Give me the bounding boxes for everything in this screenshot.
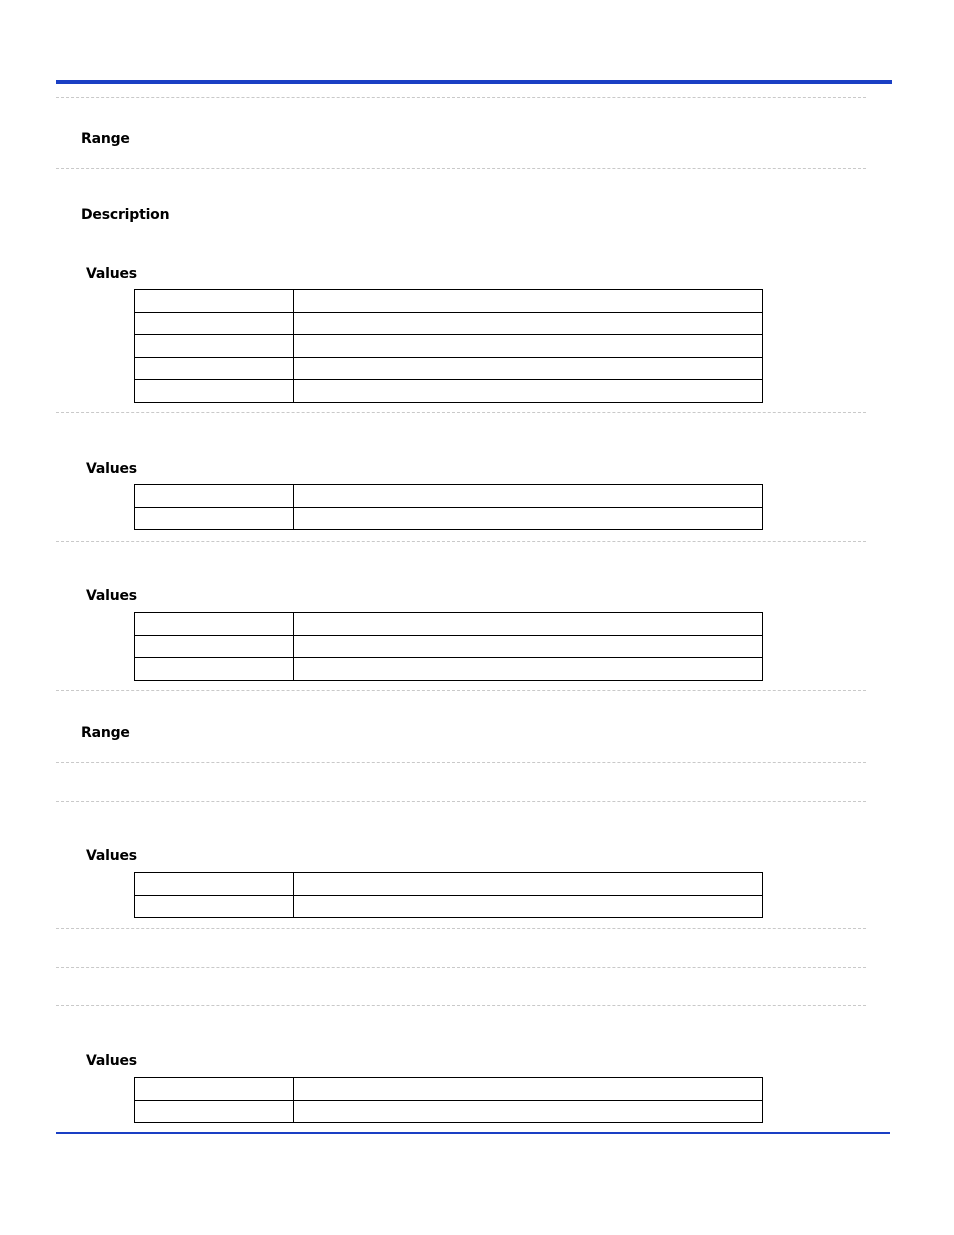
table-cell — [135, 635, 294, 658]
table-row — [135, 335, 763, 358]
table-cell — [294, 357, 763, 380]
table-cell — [294, 613, 763, 636]
table-cell — [294, 895, 763, 918]
table-cell — [135, 312, 294, 335]
table-cell — [135, 658, 294, 681]
section-divider — [56, 928, 866, 929]
section-divider — [56, 541, 866, 542]
values-heading: Values — [86, 266, 137, 282]
table-cell — [135, 895, 294, 918]
table-cell — [135, 1100, 294, 1123]
table-cell — [294, 485, 763, 508]
header-rule — [56, 80, 892, 84]
table-cell — [135, 290, 294, 313]
table-cell — [294, 290, 763, 313]
description-heading: Description — [81, 207, 170, 223]
table-cell — [294, 507, 763, 530]
table-cell — [294, 1078, 763, 1101]
table-cell — [294, 312, 763, 335]
table-row — [135, 290, 763, 313]
table-row — [135, 380, 763, 403]
table-cell — [294, 658, 763, 681]
values-table — [134, 484, 763, 530]
section-divider — [56, 412, 866, 413]
table-row — [135, 635, 763, 658]
section-divider — [56, 762, 866, 763]
table-row — [135, 507, 763, 530]
values-heading: Values — [86, 588, 137, 604]
range-heading: Range — [81, 725, 130, 741]
section-divider — [56, 690, 866, 691]
table-cell — [135, 485, 294, 508]
table-cell — [294, 380, 763, 403]
table-cell — [135, 335, 294, 358]
values-heading: Values — [86, 1053, 137, 1069]
table-cell — [294, 635, 763, 658]
section-divider — [56, 168, 866, 169]
table-row — [135, 357, 763, 380]
table-cell — [135, 380, 294, 403]
table-cell — [294, 1100, 763, 1123]
table-cell — [135, 873, 294, 896]
table-row — [135, 873, 763, 896]
values-table — [134, 289, 763, 403]
values-table — [134, 1077, 763, 1123]
table-row — [135, 658, 763, 681]
table-row — [135, 613, 763, 636]
table-cell — [135, 1078, 294, 1101]
table-row — [135, 485, 763, 508]
values-table — [134, 872, 763, 918]
values-table — [134, 612, 763, 681]
footer-rule — [56, 1132, 890, 1134]
table-row — [135, 895, 763, 918]
table-cell — [294, 873, 763, 896]
values-heading: Values — [86, 461, 137, 477]
range-heading: Range — [81, 131, 130, 147]
section-divider — [56, 801, 866, 802]
section-divider — [56, 967, 866, 968]
table-row — [135, 312, 763, 335]
table-row — [135, 1100, 763, 1123]
table-row — [135, 1078, 763, 1101]
table-cell — [294, 335, 763, 358]
table-cell — [135, 613, 294, 636]
section-divider — [56, 1005, 866, 1006]
table-cell — [135, 507, 294, 530]
values-heading: Values — [86, 848, 137, 864]
table-cell — [135, 357, 294, 380]
section-divider — [56, 97, 866, 98]
